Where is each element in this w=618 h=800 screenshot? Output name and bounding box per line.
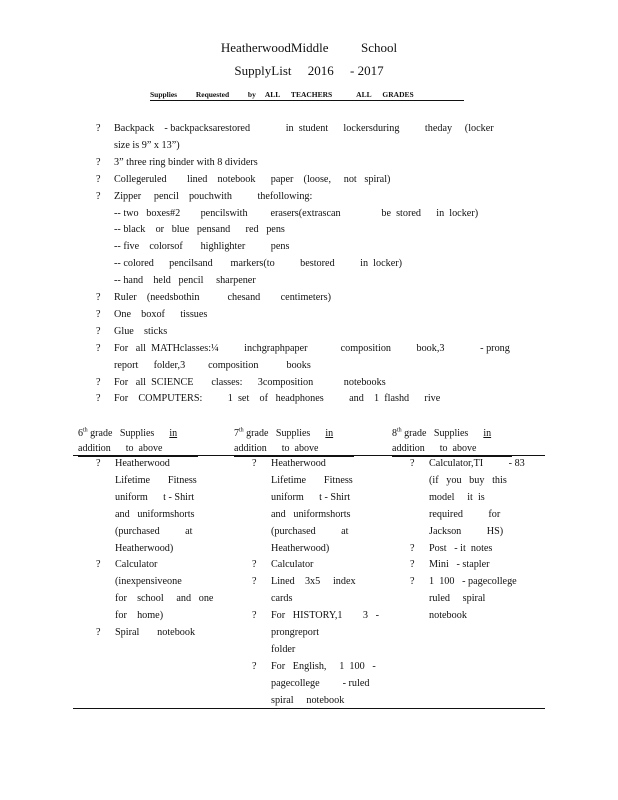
supply-item: -- five colorsof highlighter pens — [114, 241, 290, 253]
bullet-icon: ? — [252, 660, 257, 672]
grade-supply-item: spiral notebook — [271, 694, 345, 706]
grade-supply-item: for home) — [115, 610, 164, 622]
grade-supply-item: Mini - stapler — [429, 559, 490, 571]
supply-item: Backpack - backpacksarestored in student lockersduring theday (locker — [114, 123, 494, 134]
grade-supply-item: uniform t - Shirt — [271, 491, 351, 503]
bullet-icon: ? — [96, 156, 101, 168]
bullet-icon: ? — [410, 458, 415, 469]
grade-supply-item: Calculator — [115, 559, 158, 571]
grade-heading-line2: addition to above — [234, 441, 354, 457]
grade-supply-item: Heatherwood — [271, 458, 326, 469]
bullet-icon: ? — [96, 376, 101, 388]
bullet-icon: ? — [96, 292, 101, 303]
bullet-icon: ? — [410, 542, 415, 554]
grade-heading-text: grade Supplies — [243, 428, 311, 440]
grade-supply-item: Jackson HS) — [429, 525, 504, 537]
grade-columns-bottom-rule — [73, 708, 545, 709]
bullet-icon: ? — [96, 559, 101, 571]
grade-heading-text: grade Supplies — [401, 428, 469, 440]
grade-supply-item: Spiral notebook — [115, 627, 196, 638]
grade-heading-in: in — [483, 428, 492, 440]
grade-supply-item: prongreport — [271, 627, 320, 638]
bullet-icon: ? — [96, 325, 101, 337]
grade-suffix: th — [239, 428, 244, 434]
grade-supply-item: Lifetime Fitness — [115, 474, 197, 486]
grade-supply-item: For HISTORY,1 3 - — [271, 610, 380, 622]
grade-supply-item: Heatherwood) — [271, 542, 330, 554]
grade-heading-text: grade Supplies — [87, 428, 155, 440]
grade-supply-item: (purchased at — [271, 525, 349, 537]
grade-heading-line2: addition to above — [392, 441, 512, 457]
grade-7-heading — [234, 424, 364, 457]
grade-number: 8 — [392, 428, 397, 440]
supply-item: For COMPUTERS: 1 set of headphones and 1 flashd rive — [114, 393, 441, 405]
grade-supply-item: Heatherwood) — [115, 542, 174, 554]
supply-item: 3” three ring binder with 8 dividers — [114, 156, 258, 168]
bullet-icon: ? — [96, 458, 101, 469]
supply-item: Collegeruled lined notebook paper (loose, not spiral) — [114, 173, 391, 185]
grade-supply-item: notebook — [429, 610, 467, 622]
supply-item: Glue sticks — [114, 325, 168, 337]
bullet-icon: ? — [96, 123, 101, 134]
supply-item: Ruler (needsbothin chesand centimeters) — [114, 292, 331, 303]
grade-heading-in: in — [169, 428, 178, 440]
grade-heading-line2: addition to above — [78, 441, 198, 457]
bullet-icon: ? — [252, 576, 257, 588]
grade-supply-item: cards — [271, 593, 293, 605]
grade-supply-item: and uniformshorts — [271, 508, 351, 520]
bullet-icon: ? — [96, 393, 101, 405]
bullet-icon: ? — [96, 308, 101, 320]
grade-supply-item: Lifetime Fitness — [271, 474, 353, 486]
school-title: HeatherwoodMiddle School — [220, 40, 398, 55]
grade-supply-item: 1 100 - pagecollege — [429, 576, 517, 588]
grade-supply-item: Lined 3x5 index — [271, 576, 356, 588]
bullet-icon: ? — [96, 173, 101, 185]
grade-suffix: th — [83, 428, 88, 434]
grade-8-heading — [392, 424, 522, 457]
grade-supply-item: model it is — [429, 491, 485, 503]
grade-supply-item: Post - it notes — [429, 542, 493, 554]
supply-item: -- colored pencilsand markers(to bestored in locker) — [114, 258, 402, 270]
grade-supply-item: (purchased at — [115, 525, 193, 537]
grade-number: 7 — [234, 428, 239, 440]
bullet-icon: ? — [96, 190, 101, 202]
grade-supply-item: (inexpensiveone — [115, 576, 182, 588]
bullet-icon: ? — [252, 559, 257, 571]
grade-supply-item: for school and one — [115, 593, 214, 605]
grade-supply-item: required for — [429, 508, 501, 520]
supply-item: One boxof tissues — [114, 308, 208, 320]
supply-item: -- two boxes#2 pencilswith erasers(extrascan be stored in locker) — [114, 207, 479, 219]
bullet-icon: ? — [96, 627, 101, 638]
grade-supply-item: Calculator,TI - 83 — [429, 458, 525, 469]
grade-supply-item: ruled spiral — [429, 593, 486, 605]
grade-number: 6 — [78, 428, 83, 440]
grade-6-heading — [78, 424, 208, 457]
grade-supply-item: Calculator — [271, 559, 314, 571]
supply-item: For all SCIENCE classes: 3composition notebooks — [114, 376, 386, 388]
grade-suffix: th — [397, 428, 402, 434]
supply-item: For all MATHclasses:¼ inchgraphpaper composition book,3 - prong — [114, 342, 510, 354]
grade-supply-item: For English, 1 100 - — [271, 660, 376, 672]
bullet-icon: ? — [252, 610, 257, 622]
grade-supply-item: and uniformshorts — [115, 508, 195, 520]
bullet-icon: ? — [410, 559, 415, 571]
supply-item: -- black or blue pensand red pens — [114, 224, 285, 236]
supply-item: Zipper pencil pouchwith thefollowing: — [114, 190, 313, 202]
grade-supply-item: uniform t - Shirt — [115, 491, 195, 503]
grade-supply-item: (if you buy this — [429, 474, 507, 486]
bullet-icon: ? — [252, 458, 257, 469]
grade-supply-item: Heatherwood — [115, 458, 170, 469]
bullet-icon: ? — [410, 576, 415, 588]
supply-list-title: SupplyList 2016 - 2017 — [234, 63, 384, 78]
requested-by-heading: Supplies Requested by ALL TEACHERS ALL GRADES — [150, 90, 464, 101]
grade-heading-in: in — [325, 428, 334, 440]
supply-item: -- hand held pencil sharpener — [114, 275, 256, 287]
bullet-icon: ? — [96, 342, 101, 354]
grade-supply-item: folder — [271, 643, 296, 655]
supply-item: report folder,3 composition books — [114, 359, 311, 371]
supply-item: size is 9” x 13”) — [114, 139, 180, 151]
grade-supply-item: pagecollege - ruled — [271, 677, 370, 689]
